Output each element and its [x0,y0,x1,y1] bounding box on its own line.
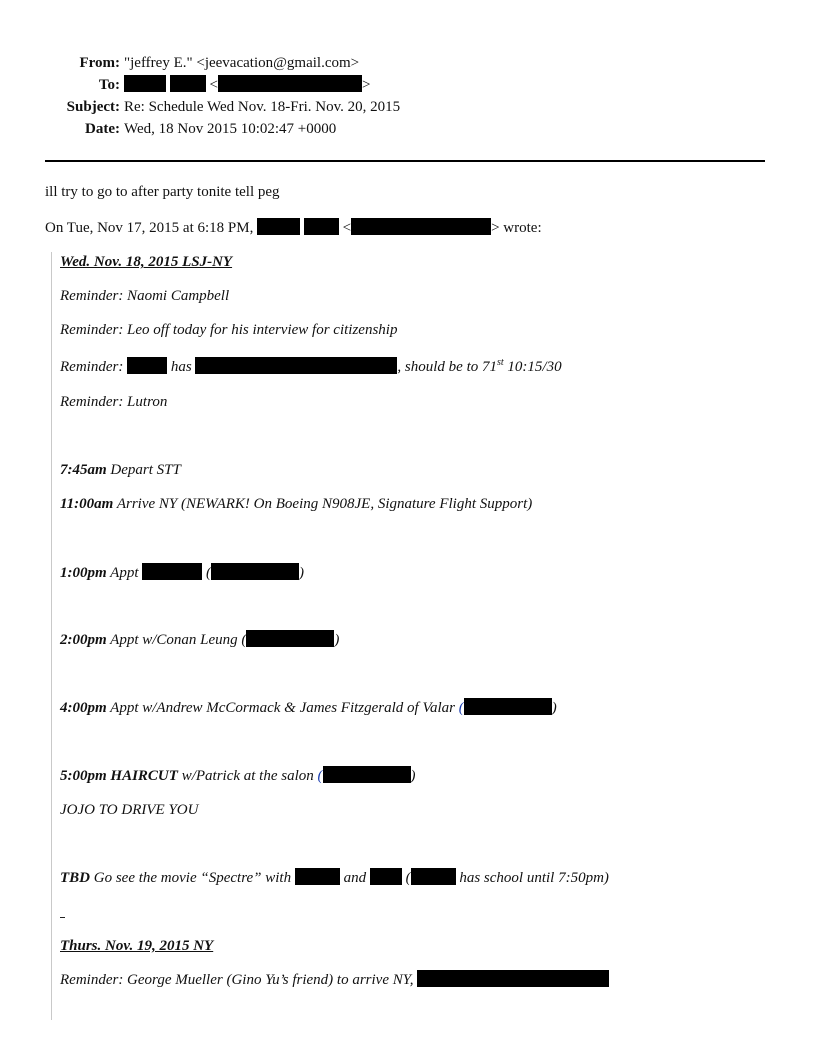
header-divider [45,160,765,162]
sched-haircut: 5:00pm HAIRCUT w/Patrick at the salon ( ) [60,768,416,784]
from-value: "jeffrey E." <jeevacation@gmail.com> [124,55,360,71]
redaction-block [304,218,339,235]
sched-arrive: 11:00am Arrive NY (NEWARK! On Boeing N908JE, Signature Flight Support) [60,496,533,512]
subject-label: Subject: [66,99,120,115]
redaction-block [246,630,334,647]
reminder-lutron: Reminder: Lutron [60,394,168,410]
redaction-block [417,970,609,987]
sched-tbd: TBD Go see the movie “Spectre” with and ( has school until 7:50pm) [60,870,609,886]
reminder-leo: Reminder: Leo off today for his interview for citizenship [60,322,398,338]
redaction-block [411,868,456,885]
redaction-block [218,75,362,92]
jojo-note: JOJO TO DRIVE YOU [60,802,199,818]
redaction-block [127,357,167,374]
quote-bar [51,252,52,1020]
to-value [124,74,370,96]
to-gt: > [361,77,371,93]
date-value: Wed, 18 Nov 2015 10:02:47 +0000 [124,121,337,137]
redaction-block [195,357,397,374]
from-row [0,52,816,74]
link-paren[interactable]: ( [458,700,464,716]
reply-text: ill try to go to after party tonite tell peg [45,184,280,200]
dash-mark [60,917,65,918]
sched-depart: 7:45am Depart STT [60,462,181,478]
subject-value: Re: Schedule Wed Nov. 18-Fri. Nov. 20, 2015 [124,99,401,115]
to-label: To: [98,77,120,93]
reminder-naomi: Reminder: Naomi Campbell [60,288,230,304]
reminder-george: Reminder: George Mueller (Gino Yu’s friend) to arrive NY, [60,970,609,990]
redaction-block [351,218,491,235]
attribution-lt: < [342,220,352,236]
redaction-block [323,766,411,783]
redaction-block [370,868,402,885]
from-label: From: [79,55,120,71]
wed-heading: Wed. Nov. 18, 2015 LSJ-NY [60,254,233,270]
link-paren[interactable]: ( [317,768,323,784]
redaction-block [464,698,552,715]
date-row [0,118,816,140]
quote-attribution [45,218,542,238]
date-label: Date: [85,121,120,137]
thu-heading: Thurs. Nov. 19, 2015 NY [60,938,214,954]
redaction-block [211,563,299,580]
to-lt: < [209,77,218,93]
redaction-block [295,868,340,885]
attribution-post: > wrote: [491,220,542,236]
email-header [0,52,816,140]
redaction-block [170,75,206,92]
redaction-block [142,563,202,580]
sched-appt-1pm: 1:00pm Appt ( ) [60,565,304,581]
sched-appt-2pm: 2:00pm Appt w/Conan Leung ( ) [60,632,340,648]
redaction-block [257,218,300,235]
redaction-block [124,75,166,92]
to-row [0,74,816,96]
subject-row [0,96,816,118]
sched-appt-4pm: 4:00pm Appt w/Andrew McCormack & James Fitzgerald of Valar ( ) [60,700,557,716]
reminder-redacted: Reminder: has , should be to 71st 10:15/30 [60,357,562,375]
attribution-pre: On Tue, Nov 17, 2015 at 6:18 PM, [45,220,254,236]
